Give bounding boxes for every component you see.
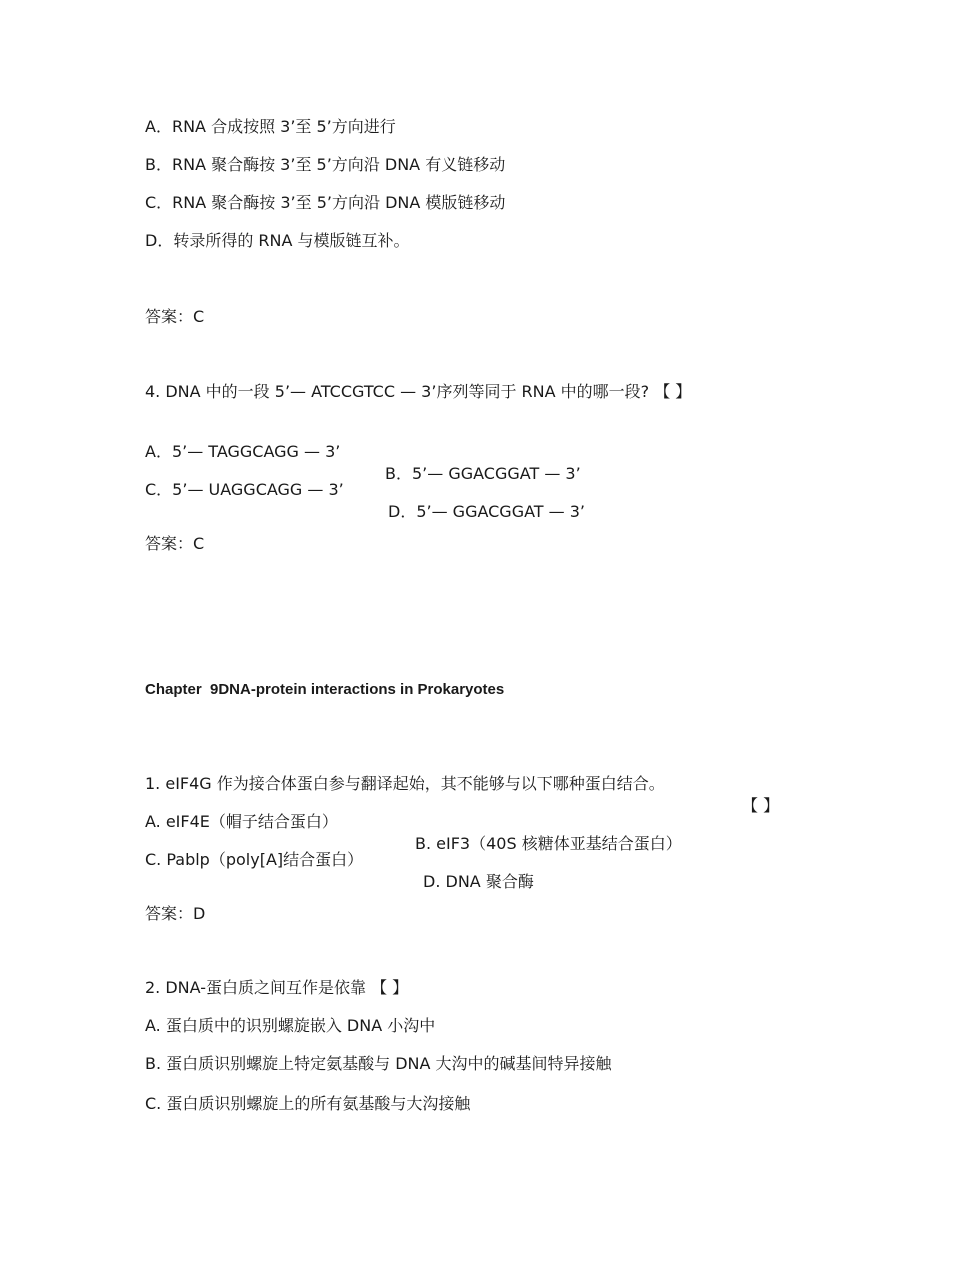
ch9-q1-option-a: A. eIF4E（帽子结合蛋白）: [145, 812, 338, 831]
ch9-q1-bracket: 【 】: [742, 796, 780, 815]
q3-option-d: D．转录所得的 RNA 与模版链互补。: [145, 231, 410, 250]
ch9-q1-option-c: C. Pablp（poly[A]结合蛋白）: [145, 850, 364, 869]
ch9-q1-question: 1. eIF4G 作为接合体蛋白参与翻译起始，其不能够与以下哪种蛋白结合。: [145, 774, 665, 793]
q4-option-c: C．5’— UAGGCAGG — 3’: [145, 480, 344, 499]
ch9-q2-option-b: B. 蛋白质识别螺旋上特定氨基酸与 DNA 大沟中的碱基间特异接触: [145, 1054, 612, 1073]
q3-option-c: C．RNA 聚合酶按 3’至 5’方向沿 DNA 模版链移动: [145, 193, 506, 212]
ch9-q1-option-b: B. eIF3（40S 核糖体亚基结合蛋白）: [415, 834, 682, 853]
chapter-heading: Chapter 9DNA-protein interactions in Prokaryotes: [145, 681, 505, 698]
ch9-q2-option-c: C. 蛋白质识别螺旋上的所有氨基酸与大沟接触: [145, 1094, 471, 1113]
ch9-q2-option-a: A. 蛋白质中的识别螺旋嵌入 DNA 小沟中: [145, 1016, 436, 1035]
q4-answer: 答案：C: [145, 534, 205, 553]
ch9-q1-options-row-2: [145, 827, 534, 893]
ch9-q1-option-d: D. DNA 聚合酶: [423, 872, 534, 891]
ch9-q2-question: 2. DNA-蛋白质之间互作是依靠 【 】: [145, 978, 409, 997]
ch9-q1-answer: 答案：D: [145, 904, 206, 923]
q4-question: 4. DNA 中的一段 5’— ATCCGTCC — 3’序列等同于 RNA 中的哪一段? 【 】: [145, 382, 692, 401]
q4-option-d: D．5’— GGACGGAT — 3’: [388, 502, 586, 521]
q4-option-b: B．5’— GGACGGAT — 3’: [385, 464, 581, 483]
q3-option-b: B．RNA 聚合酶按 3’至 5’方向沿 DNA 有义链移动: [145, 155, 506, 174]
q3-answer: 答案：C: [145, 307, 205, 326]
q3-option-a: A．RNA 合成按照 3’至 5’方向进行: [145, 117, 396, 136]
q4-option-a: A．5’— TAGGCAGG — 3’: [145, 442, 341, 461]
